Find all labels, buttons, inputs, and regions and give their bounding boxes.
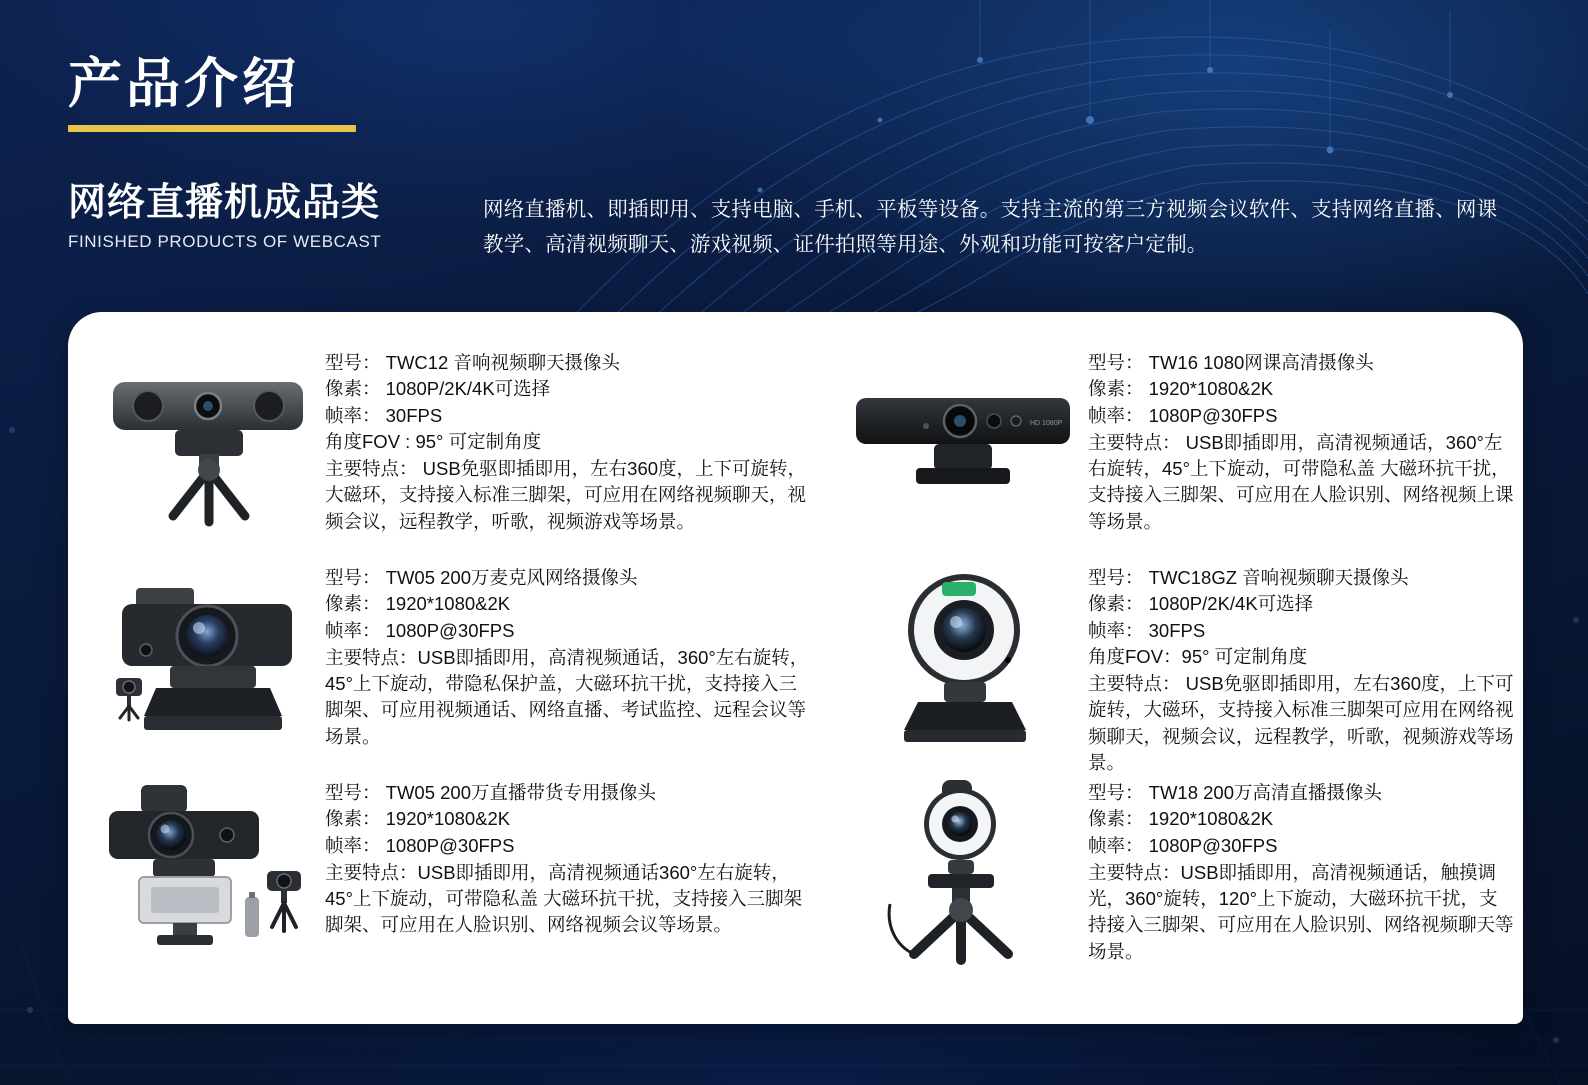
product-fov: 角度FOV : 95° 可定制角度 [325,430,542,452]
product-specs [1088,776,1523,965]
product-specs [1088,561,1523,776]
product-model: 型号： TWC18GZ 音响视频聊天摄像头 [1088,567,1409,588]
product-pixels: 像素： 1920*1080&2K [1088,378,1274,400]
product-features: 主要特点： USB即插即用，高清视频通话，360°左右旋转，45°上下旋动，可带隐私盖 大磁环抗干扰，支持接入三脚架、可应用在人脸识别、网络视频上课等场景。 [1088,431,1514,532]
section-intro: 网络直播机、即插即用、支持电脑、手机、平板等设备。支持主流的第三方视频会议软件、支持网络直播、网课教学、高清视频聊天、游戏视频、证件拍照等用途、外观和功能可按客户定制。 [483,198,1498,257]
product-model: 型号： TW05 200万麦克风网络摄像头 [325,567,638,588]
wave-decoration [0,0,1588,330]
product-specs [325,561,828,750]
product-fps: 帧率： 1080P@30FPS [325,834,515,856]
product-model: 型号： TW16 1080网课高清摄像头 [1088,352,1374,373]
products-card [68,312,1523,1024]
product-pixels: 像素： 1080P/2K/4K可选择 [325,378,551,400]
product-specs [1088,346,1523,535]
title-underline [68,125,356,132]
product-item [828,346,1523,561]
product-model: 型号： TW05 200万直播带货专用摄像头 [325,782,656,803]
page-header [68,56,1528,132]
product-features: 主要特点：USB即插即用，高清视频通话360°左右旋转，45°上下旋动，可带隐私盖 大磁环抗干扰，支持接入三脚架脚架、可应用在人脸识别、网络视频会议等场景。 [325,861,803,936]
product-features: 主要特点：USB即插即用，高清视频通话，360°左右旋转，45°上下旋动，带隐私保护盖，大磁环抗干扰，支持接入三脚架、可应用视频通话、网络直播、考试监控、远程会议等场景。 [325,646,809,747]
product-fps: 帧率： 1080P@30FPS [325,619,515,641]
products-grid [68,312,1523,1024]
product-fps: 帧率： 30FPS [1088,619,1206,641]
webcam-kit-tripod-icon [90,776,325,971]
product-features: 主要特点： USB免驱即插即用，左右360度，上下可旋转，大磁环，支持接入标准三脚架可应用在网络视频聊天，视频会议，远程教学，听歌，视频游戏等场景。 [1088,673,1514,773]
product-pixels: 像素： 1920*1080&2K [1088,808,1274,830]
product-item [68,346,828,561]
product-specs [325,346,828,535]
product-model: 型号： TW18 200万高清直播摄像头 [1088,782,1382,803]
product-fps: 帧率： 1080P@30FPS [1088,404,1278,426]
product-pixels: 像素： 1920*1080&2K [325,593,511,615]
section-title-zh: 网络直播机成品类 [68,182,381,224]
webcam-lens-clip-icon [90,561,325,756]
product-item [68,776,828,991]
product-fps: 帧率： 1080P@30FPS [1088,834,1278,856]
page-title: 产品介绍 [68,54,300,114]
product-pixels: 像素： 1920*1080&2K [325,808,511,830]
product-model: 型号： TWC12 音响视频聊天摄像头 [325,352,620,373]
ring-light-tripod-icon [838,776,1088,971]
product-item [828,561,1523,776]
webcam-slim-bar-icon [838,346,1088,541]
product-pixels: 像素： 1080P/2K/4K可选择 [1088,593,1314,615]
product-item [828,776,1523,991]
svg-text:HD 1080P: HD 1080P [1030,419,1063,427]
product-features: 主要特点：USB即插即用，高清视频通话，触摸调光，360°旋转，120°上下旋动，大磁环抗干扰，支持接入三脚架、可应用在人脸识别、网络视频聊天等场景。 [1088,861,1514,962]
product-specs [325,776,828,939]
section-title-en: FINISHED PRODUCTS OF WEBCAST [68,231,382,251]
webcam-bar-tripod-icon [90,346,325,541]
product-features: 主要特点： USB免驱即插即用，左右360度，上下可旋转，大磁环，支持接入标准三脚架，可应用在网络视频聊天，视频会议，远程教学，听歌，视频游戏等场景。 [325,458,807,532]
ring-light-webcam-icon [838,561,1088,756]
product-fov: 角度FOV：95° 可定制角度 [1088,645,1308,667]
product-fps: 帧率： 30FPS [325,404,443,426]
product-item [68,561,828,776]
section-heading [68,182,428,252]
